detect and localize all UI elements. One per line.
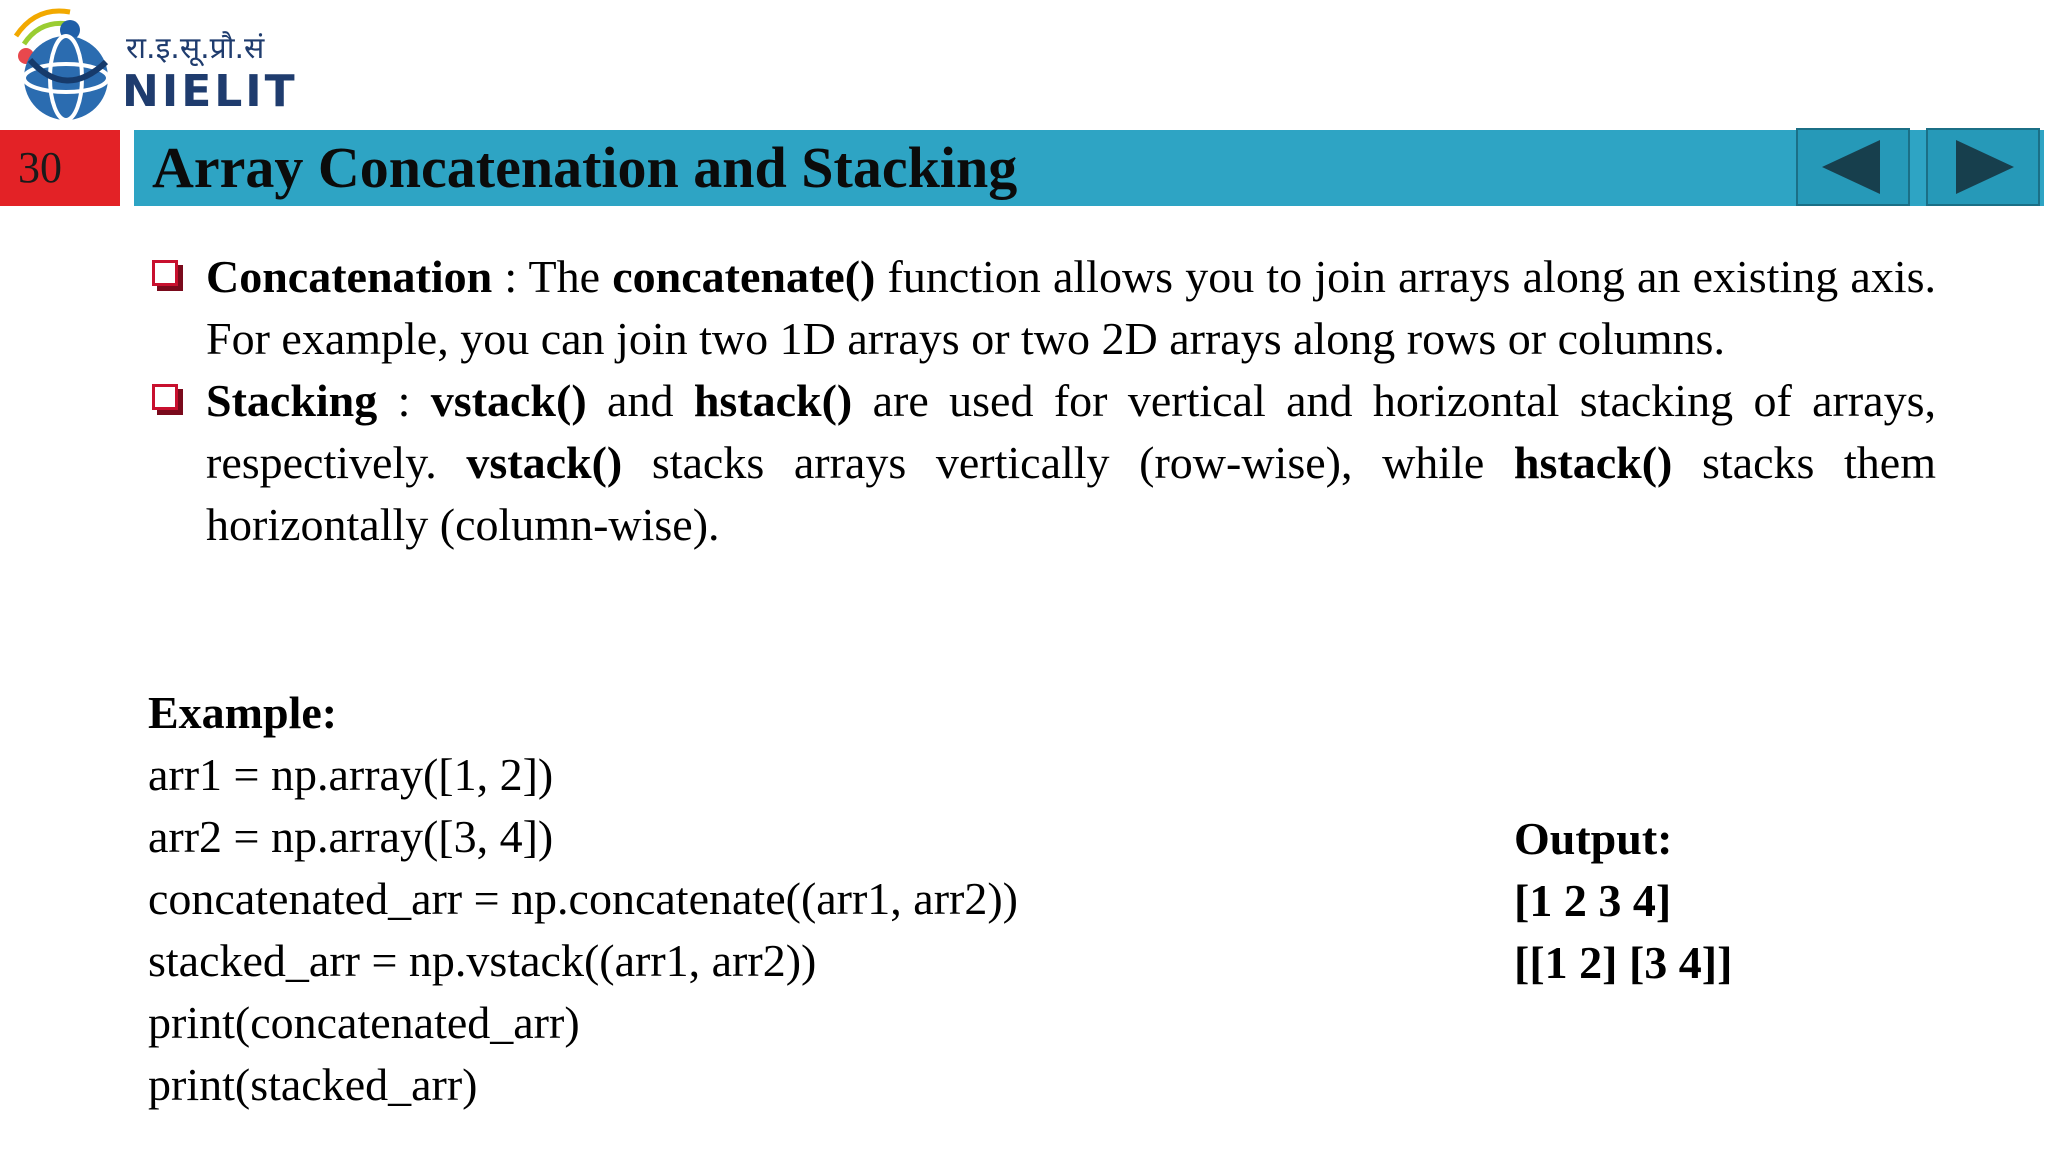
nielit-logo bbox=[8, 0, 308, 124]
previous-slide-button[interactable] bbox=[1796, 128, 1910, 206]
code-line: print(stacked_arr) bbox=[148, 1059, 478, 1110]
slide-title: Array Concatenation and Stacking bbox=[152, 135, 1018, 200]
logo-name: NIELIT bbox=[122, 66, 298, 117]
output-line: [[1 2] [3 4]] bbox=[1514, 937, 1733, 988]
function-name: hstack() bbox=[1513, 437, 1673, 488]
triangle-left-icon bbox=[1798, 130, 1908, 204]
bullet-text: and bbox=[586, 375, 694, 426]
code-line: print(concatenated_arr) bbox=[148, 997, 580, 1048]
code-line: concatenated_arr = np.concatenate((arr1, arr2)) bbox=[148, 873, 1019, 924]
bullet-separator: : bbox=[492, 251, 529, 302]
bullet-text: The bbox=[528, 251, 613, 302]
code-line: stacked_arr = np.vstack((arr1, arr2)) bbox=[148, 935, 817, 986]
bullet-text: stacks arrays vertically (row-wise), while bbox=[622, 437, 1514, 488]
bullet-concatenation bbox=[150, 246, 1936, 370]
bullet-text: function allows you to join arrays along an existing axis. For example, you can join two 1D arrays or two 2D arrays along rows or columns. bbox=[206, 251, 1937, 364]
function-name: vstack() bbox=[466, 437, 623, 488]
code-line: arr2 = np.array([3, 4]) bbox=[148, 811, 554, 862]
bullet-term: Stacking bbox=[206, 375, 378, 426]
example-heading: Example: bbox=[148, 687, 338, 738]
bullet-term: Concatenation bbox=[206, 251, 493, 302]
checkbox-bullet-icon bbox=[152, 384, 182, 414]
title-bar bbox=[134, 130, 2044, 206]
triangle-right-icon bbox=[1928, 130, 2038, 204]
output-heading: Output: bbox=[1514, 813, 1673, 864]
code-example bbox=[148, 682, 1018, 1116]
bullet-text: stacks them horizontally (column-wise). bbox=[206, 437, 1936, 550]
bullet-text: are used for vertical and horizontal stacking of arrays, respectively. bbox=[206, 375, 1937, 488]
slide-number: 30 bbox=[0, 130, 120, 206]
code-line: arr1 = np.array([1, 2]) bbox=[148, 749, 554, 800]
function-name: hstack() bbox=[693, 375, 853, 426]
logo-hindi-text: रा.इ.सू.प्रौ.सं bbox=[126, 31, 265, 66]
output-block bbox=[1514, 808, 1732, 994]
bullet-stacking bbox=[150, 370, 1936, 556]
bullet-list bbox=[150, 246, 1936, 556]
function-name: concatenate() bbox=[612, 251, 876, 302]
output-line: [1 2 3 4] bbox=[1514, 875, 1672, 926]
function-name: vstack() bbox=[430, 375, 587, 426]
globe-icon bbox=[8, 0, 120, 124]
bullet-separator: : bbox=[377, 375, 431, 426]
checkbox-bullet-icon bbox=[152, 260, 182, 290]
next-slide-button[interactable] bbox=[1926, 128, 2040, 206]
